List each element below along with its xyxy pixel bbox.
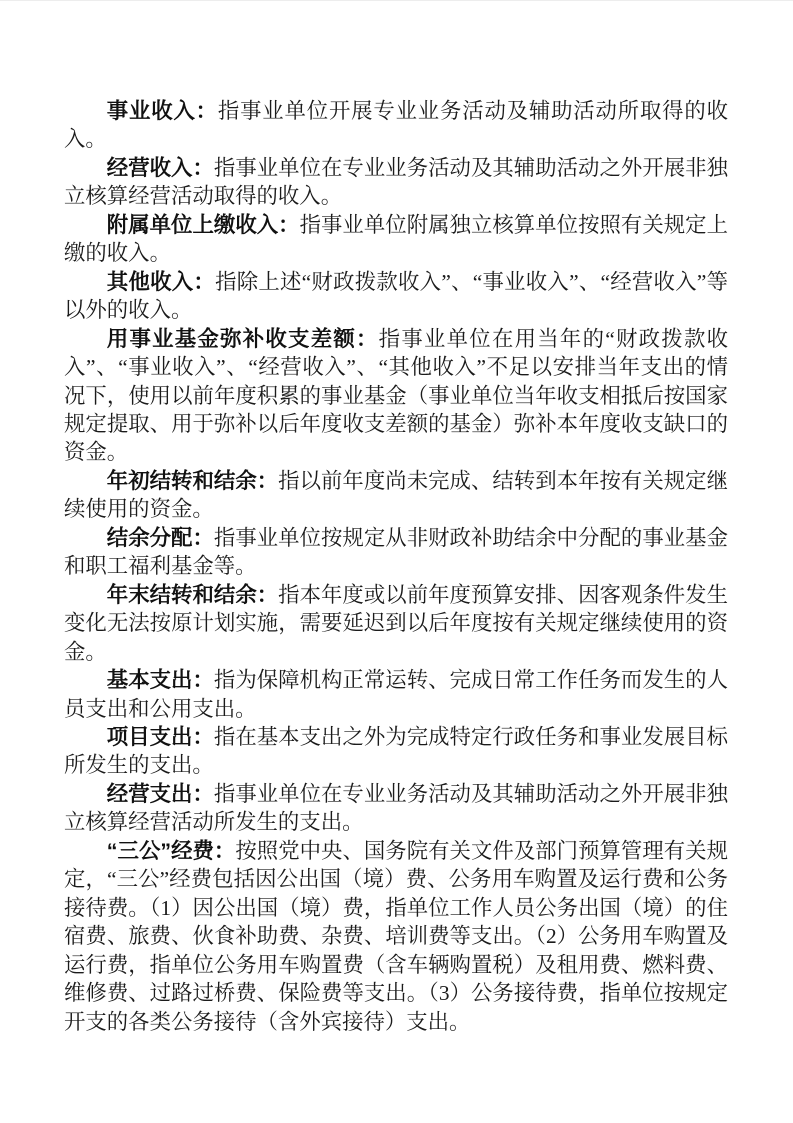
term-label: 年初结转和结余：	[106, 468, 279, 493]
definition-paragraph-nianmo-jiezhuan-jieyu	[64, 581, 728, 666]
term-definition: 指在基本支出之外为完成特定行政任务和事业发展目标所发生的支出。	[64, 724, 728, 778]
term-label: 项目支出：	[106, 724, 214, 749]
term-label: 经营收入：	[106, 155, 214, 180]
definition-paragraph-jiben-zhichu	[64, 666, 728, 723]
term-label: 年末结转和结余：	[106, 582, 279, 607]
definition-paragraph-shiye-shouru	[64, 97, 728, 154]
definition-paragraph-jingying-shouru	[64, 154, 728, 211]
term-definition: 指事业单位在用当年的“财政拨款收入”、“事业收入”、“经营收入”、“其他收入”不足以安排当年支出的情况下，使用以前年度积累的事业基金（事业单位当年收支相抵后按国家规定提取、用于弥补以后年度收支差额的基金）弥补本年度收支缺口的资金。	[64, 326, 728, 465]
term-label: 用事业基金弥补收支差额：	[106, 326, 379, 351]
term-label: 基本支出：	[106, 668, 214, 693]
definition-paragraph-xiangmu-zhichu	[64, 723, 728, 780]
term-definition: 指以前年度尚未完成、结转到本年按有关规定继续使用的资金。	[64, 468, 728, 522]
definition-paragraph-shiye-jijin-mibu	[64, 325, 728, 467]
definition-paragraph-jingying-zhichu	[64, 780, 728, 837]
definition-paragraph-fushu-danwei-shangjiao-shouru	[64, 211, 728, 268]
term-label: 结余分配：	[106, 525, 214, 550]
term-label: 事业收入：	[106, 99, 218, 123]
term-definition: 指事业单位在专业业务活动及其辅助活动之外开展非独立核算经营活动所发生的支出。	[64, 781, 728, 835]
definition-paragraph-jieyu-fenpei	[64, 524, 728, 581]
term-definition: 指本年度或以前年度预算安排、因客观条件发生变化无法按原计划实施，需要延迟到以后年度按有关规定继续使用的资金。	[64, 582, 728, 664]
term-definition: 按照党中央、国务院有关文件及部门预算管理有关规定，“三公”经费包括因公出国（境）费、公务用车购置及运行费和公务接待费。（1）因公出国（境）费，指单位工作人员公务出国（境）的住宿费、旅费、伙食补助费、杂费、培训费等支出。（2）公务用车购置及运行费，指单位公务用车购置费（含车辆购置税）及租用费、燃料费、维修费、过路过桥费、保险费等支出。（3）公务接待费，指单位按规定开支的各类公务接待（含外宾接待）支出。	[64, 838, 728, 1034]
term-definition: 指除上述“财政拨款收入”、“事业收入”、“经营收入”等以外的收入。	[64, 269, 728, 323]
document-page	[0, 1, 793, 1123]
term-label: 附属单位上缴收入：	[106, 212, 300, 237]
term-label: 经营支出：	[106, 781, 214, 806]
term-label: “三公”经费：	[106, 838, 236, 863]
term-definition: 指事业单位附属独立核算单位按照有关规定上缴的收入。	[64, 212, 728, 266]
term-definition: 指事业单位开展专业业务活动及辅助活动所取得的收入。	[64, 99, 728, 152]
term-definition: 指事业单位按规定从非财政补助结余中分配的事业基金和职工福利基金等。	[64, 525, 728, 579]
term-definition: 指为保障机构正常运转、完成日常工作任务而发生的人员支出和公用支出。	[64, 668, 728, 721]
definition-paragraph-sangong-jingfei	[64, 837, 728, 1036]
term-definition: 指事业单位在专业业务活动及其辅助活动之外开展非独立核算经营活动取得的收入。	[64, 155, 728, 209]
term-label: 其他收入：	[106, 269, 216, 294]
definition-paragraph-qita-shouru	[64, 268, 728, 325]
definition-paragraph-nianchu-jiezhuan-jieyu	[64, 467, 728, 524]
